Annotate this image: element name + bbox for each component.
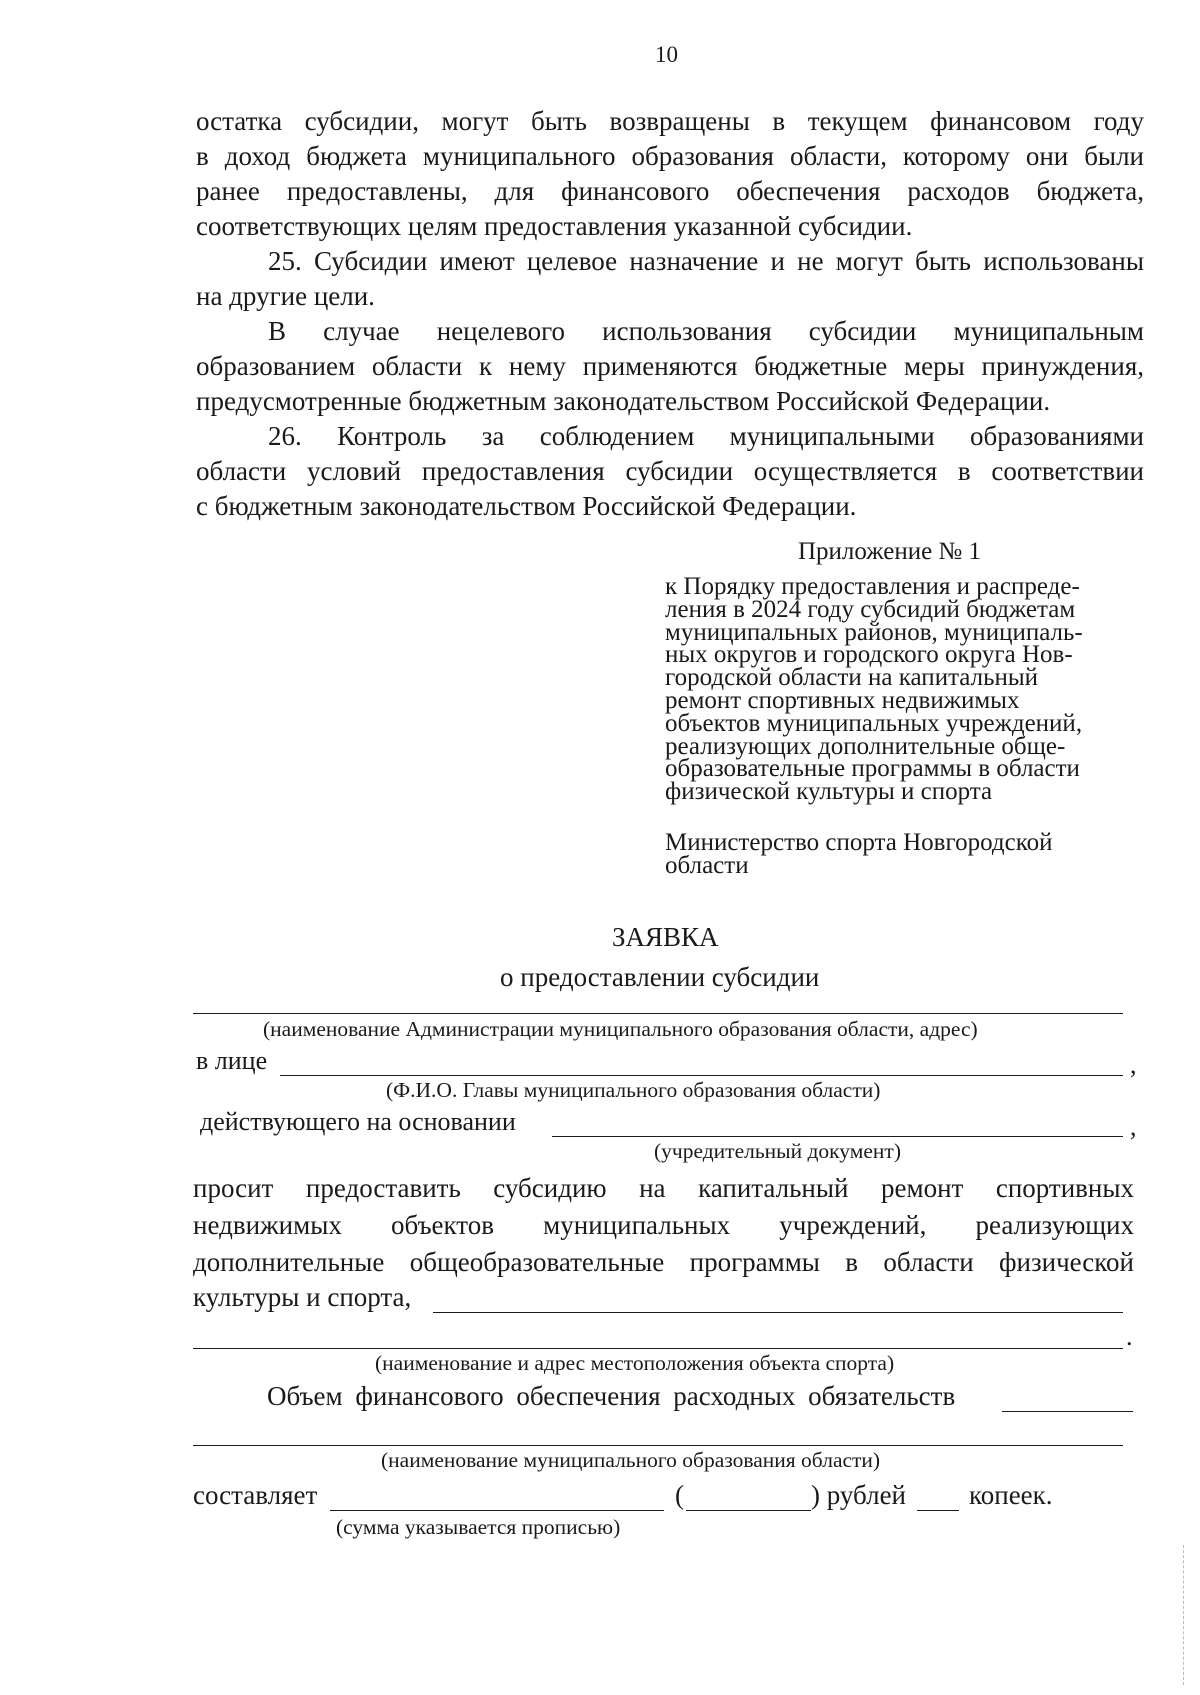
- founding-document-field[interactable]: [552, 1136, 1123, 1137]
- request-last-line: культуры и спорта,: [193, 1282, 412, 1312]
- caption-admin: (наименование Администрации муниципального образования области, адрес): [263, 1017, 978, 1041]
- misuse-line: предусмотренные бюджетным законодательством Российской Федерации.: [196, 386, 1051, 416]
- paragraph-line: ранее предоставлены, для финансового обеспечения расходов бюджета,: [196, 176, 1144, 206]
- appendix-reference: [665, 573, 1165, 806]
- misuse-line: В случае нецелевого использования субсидии муниципальным: [268, 316, 1144, 346]
- appendix-line: физической культуры и спорта: [665, 778, 993, 806]
- comma-mark: ,: [1130, 1112, 1137, 1141]
- addressee-line: области: [665, 851, 749, 879]
- request-line: недвижимых объектов муниципальных учреждений, реализующих: [193, 1210, 1134, 1240]
- item-25-line: на другие цели.: [196, 281, 375, 311]
- addressee-line: Министерство спорта Новгородской: [665, 829, 1053, 856]
- amount-words-field[interactable]: [330, 1510, 664, 1511]
- admin-name-field[interactable]: [193, 1013, 1123, 1014]
- appendix-line: муниципальных районов, муниципаль-: [665, 618, 1083, 646]
- caption-mo: (наименование муниципального образования области): [381, 1448, 881, 1472]
- appendix-line: объектов муниципальных учреждений,: [665, 709, 1083, 737]
- caption-sum: (сумма указывается прописью): [336, 1515, 621, 1539]
- appendix-line: реализующих дополнительные обще-: [665, 732, 1066, 760]
- appendix-line: образовательные программы в области: [665, 755, 1080, 783]
- paren-open: (: [675, 1480, 684, 1510]
- form-subtitle: о предоставлении субсидии: [500, 962, 820, 992]
- head-name-field[interactable]: [280, 1075, 1123, 1076]
- item-26-line: с бюджетным законодательством Российской Федерации.: [196, 491, 857, 521]
- appendix-label: Приложение № 1: [798, 538, 982, 565]
- caption-head: (Ф.И.О. Главы муниципального образования области): [386, 1078, 881, 1102]
- item-26-line: области условий предоставления субсидии осуществляется в соответствии: [196, 456, 1144, 486]
- in-person-label: в лице: [196, 1046, 268, 1075]
- caption-object: (наименование и адрес местоположения объекта спорта): [375, 1351, 895, 1375]
- paragraph-line: остатка субсидии, могут быть возвращены в текущем финансовом году: [196, 106, 1144, 136]
- item-25-line: 25. Субсидии имеют целевое назначение и не могут быть использованы: [268, 246, 1144, 276]
- rubles-label: ) рублей: [811, 1480, 907, 1510]
- kopecks-label: копеек.: [969, 1480, 1053, 1510]
- volume-label: Объем финансового обеспечения расходных обязательств: [267, 1381, 956, 1411]
- appendix-line: ремонт спортивных недвижимых: [665, 686, 1020, 714]
- appendix-line: ления в 2024 году субсидий бюджетам: [665, 595, 1076, 623]
- kopecks-field[interactable]: [917, 1510, 959, 1511]
- amount-digits-field[interactable]: [686, 1510, 811, 1511]
- appendix-line: городской области на капитальный: [665, 664, 1039, 692]
- volume-field[interactable]: [1002, 1411, 1133, 1412]
- item-26-line: 26. Контроль за соблюдением муниципальными образованиями: [268, 421, 1144, 451]
- paragraph-line: в доход бюджета муниципального образования области, которому они были: [196, 141, 1144, 171]
- request-line: просит предоставить субсидию на капитальный ремонт спортивных: [193, 1173, 1134, 1203]
- municipality-name-field[interactable]: [193, 1445, 1123, 1446]
- paragraph-line: соответствующих целям предоставления указанной субсидии.: [196, 211, 913, 241]
- page-number: 10: [655, 42, 678, 67]
- appendix-line: ных округов и городского округа Нов-: [665, 641, 1073, 669]
- period-mark: .: [1126, 1322, 1133, 1351]
- scan-edge-mark: [1183, 1545, 1185, 1685]
- comma-mark: ,: [1130, 1050, 1137, 1079]
- misuse-line: образованием области к нему применяются бюджетные меры принуждения,: [196, 351, 1144, 381]
- appendix-addressee: [665, 829, 1165, 879]
- form-title: ЗАЯВКА: [612, 922, 719, 952]
- request-line: дополнительные общеобразовательные программы в области физической: [193, 1247, 1134, 1277]
- acting-label: действующего на основании: [200, 1107, 516, 1136]
- amount-label: составляет: [193, 1480, 318, 1510]
- appendix-line: к Порядку предоставления и распреде-: [665, 573, 1080, 600]
- object-name-field[interactable]: [433, 1312, 1123, 1313]
- caption-doc: (учредительный документ): [654, 1139, 901, 1163]
- object-address-field[interactable]: [193, 1348, 1123, 1349]
